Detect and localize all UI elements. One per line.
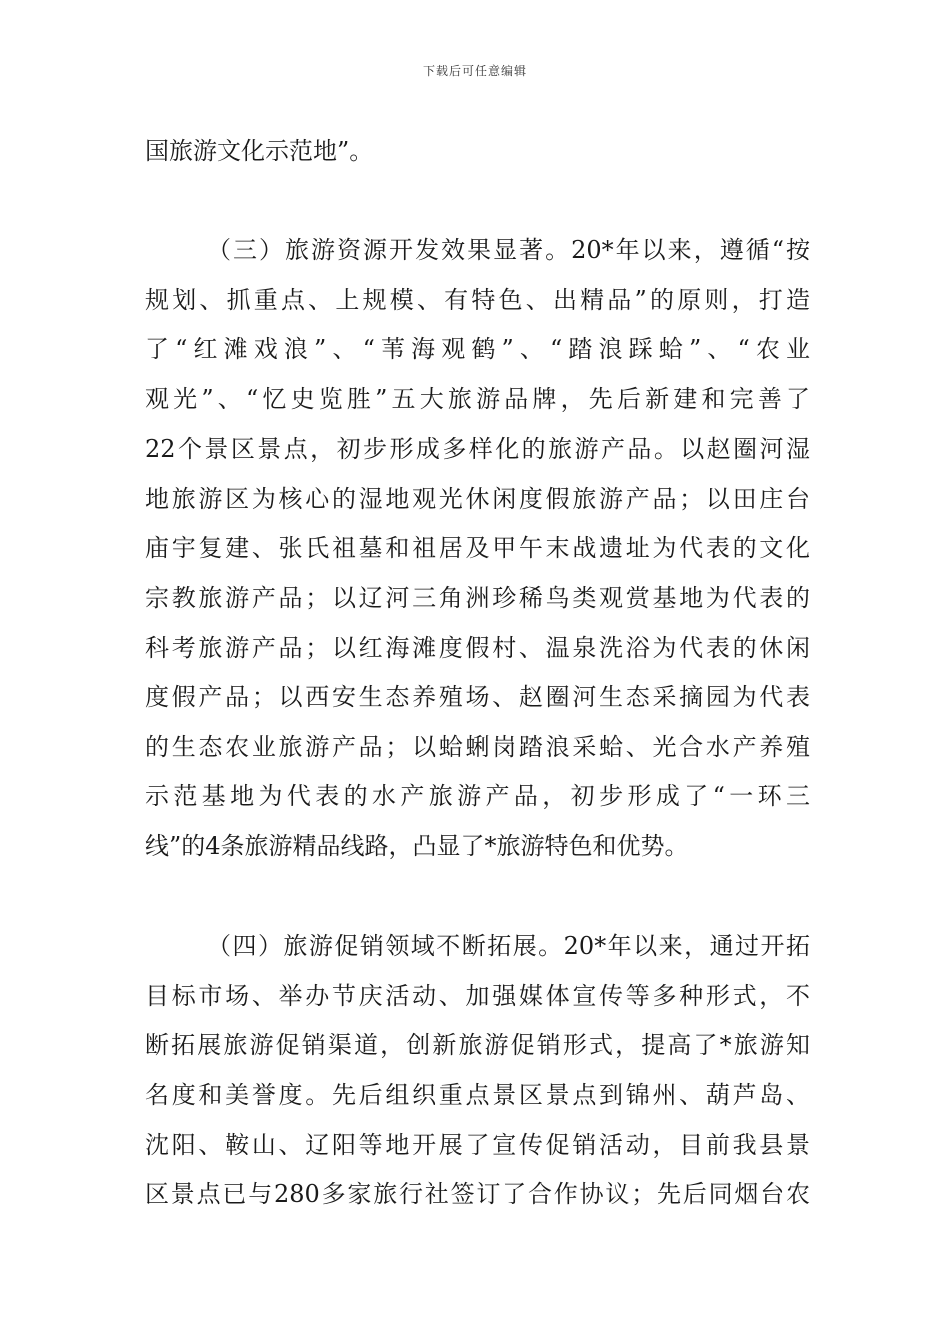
text-line: 沈阳、鞍山、辽阳等地开展了宣传促销活动，目前我县景 <box>145 1131 810 1159</box>
text-line: 度假产品；以西安生态养殖场、赵圈河生态采摘园为代表 <box>145 683 810 711</box>
text-line: 了“红滩戏浪”、“苇海观鹤”、“踏浪踩蛤”、“农业 <box>145 335 810 363</box>
text-line: 线”的4条旅游精品线路，凸显了*旅游特色和优势。 <box>145 832 689 860</box>
text-line: 示范基地为代表的水产旅游产品，初步形成了“一环三 <box>145 782 810 810</box>
text-line: 宗教旅游产品；以辽河三角洲珍稀鸟类观赏基地为代表的 <box>145 584 810 612</box>
text-line: 科考旅游产品；以红海滩度假村、温泉洗浴为代表的休闲 <box>145 634 810 662</box>
text-line: 国旅游文化示范地”。 <box>145 137 374 165</box>
text-line: 区景点已与280多家旅行社签订了合作协议；先后同烟台农 <box>145 1180 810 1208</box>
text-line: （四）旅游促销领域不断拓展。20*年以来，通过开拓 <box>207 932 810 960</box>
text-line: 观光”、“忆史览胜”五大旅游品牌，先后新建和完善了 <box>145 385 810 413</box>
text-line: （三）旅游资源开发效果显著。20*年以来，遵循“按 <box>207 236 810 264</box>
text-line: 断拓展旅游促销渠道，创新旅游促销形式，提高了*旅游知 <box>145 1031 810 1059</box>
page-header: 下载后可任意编辑 <box>422 64 527 78</box>
text-line: 目标市场、举办节庆活动、加强媒体宣传等多种形式，不 <box>145 982 810 1010</box>
text-line: 庙宇复建、张氏祖墓和祖居及甲午末战遗址为代表的文化 <box>145 534 810 562</box>
text-line: 22个景区景点，初步形成多样化的旅游产品。以赵圈河湿 <box>145 435 810 463</box>
text-line: 的生态农业旅游产品；以蛤蜊岗踏浪采蛤、光合水产养殖 <box>145 733 810 761</box>
text-line: 规划、抓重点、上规模、有特色、出精品”的原则，打造 <box>145 286 810 314</box>
text-line: 地旅游区为核心的湿地观光休闲度假旅游产品；以田庄台 <box>145 485 810 513</box>
text-line: 名度和美誉度。先后组织重点景区景点到锦州、葫芦岛、 <box>145 1081 810 1109</box>
